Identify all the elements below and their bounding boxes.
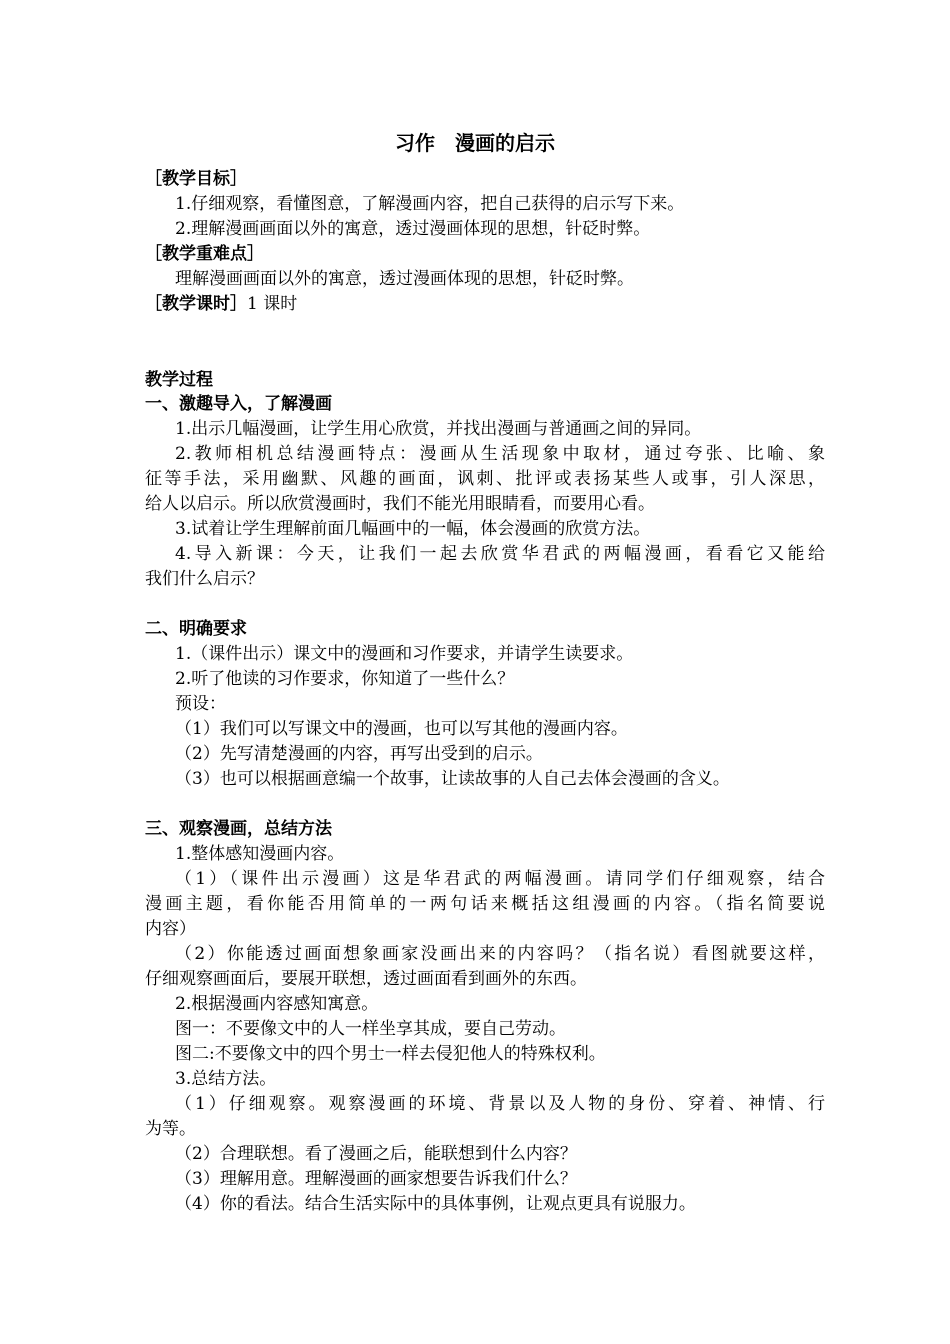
objective-item: 1.仔细观察，看懂图意，了解漫画内容，把自己获得的启示写下来。: [175, 194, 685, 214]
paragraph: （1）我们可以写课文中的漫画，也可以写其他的漫画内容。: [175, 719, 628, 739]
paragraph: 3.总结方法。: [175, 1069, 277, 1089]
paragraph: 预设：: [175, 694, 226, 714]
paragraph: 为等。: [145, 1119, 196, 1139]
paragraph: （3）理解用意。理解漫画的画家想要告诉我们什么？: [175, 1169, 577, 1189]
section-3-heading: 三、观察漫画，总结方法: [145, 819, 332, 839]
section-1-heading: 一、激趣导入，了解漫画: [145, 394, 332, 414]
hours-value: 1 课时: [247, 294, 298, 314]
paragraph: 1.整体感知漫画内容。: [175, 844, 345, 864]
objective-item: 2.理解漫画画面以外的寓意，透过漫画体现的思想，针砭时弊。: [175, 219, 651, 239]
paragraph: 漫画主题，看你能否用简单的一两句话来概括这组漫画的内容。（指名简要说: [145, 894, 825, 914]
paragraph: 2.教师相机总结漫画特点：漫画从生活现象中取材，通过夸张、比喻、象: [175, 444, 825, 464]
paragraph: 图一：不要像文中的人一样坐享其成，要自己劳动。: [175, 1019, 566, 1039]
paragraph: （1）（课件出示漫画）这是华君武的两幅漫画。请同学们仔细观察，结合: [175, 869, 825, 889]
paragraph: 内容）: [145, 919, 196, 939]
section-2-heading: 二、明确要求: [145, 619, 247, 639]
paragraph: （2）先写清楚漫画的内容，再写出受到的启示。: [175, 744, 543, 764]
paragraph: 2.根据漫画内容感知寓意。: [175, 994, 379, 1014]
objectives-heading: ［教学目标］: [145, 169, 247, 189]
difficulty-heading: ［教学重难点］: [145, 244, 264, 264]
process-heading: 教学过程: [145, 370, 213, 390]
paragraph: 仔细观察画面后，要展开联想，透过画面看到画外的东西。: [145, 969, 587, 989]
paragraph: 给人以启示。所以欣赏漫画时，我们不能光用眼睛看，而要用心看。: [145, 494, 655, 514]
page-title: 习作 漫画的启示: [395, 131, 555, 155]
paragraph: 3.试着让学生理解前面几幅画中的一幅，体会漫画的欣赏方法。: [175, 519, 651, 539]
paragraph: （1）仔细观察。观察漫画的环境、背景以及人物的身份、穿着、神情、行: [175, 1094, 825, 1114]
paragraph: 征等手法，采用幽默、风趣的画面，讽刺、批评或表扬某些人或事，引人深思，: [145, 469, 825, 489]
paragraph: （3）也可以根据画意编一个故事，让读故事的人自己去体会漫画的含义。: [175, 769, 730, 789]
paragraph: （2）合理联想。看了漫画之后，能联想到什么内容？: [175, 1144, 577, 1164]
paragraph: 我们什么启示？: [145, 569, 264, 589]
paragraph: 1.（课件出示）课文中的漫画和习作要求，并请学生读要求。: [175, 644, 634, 664]
hours-line: [145, 292, 825, 316]
paragraph: 2.听了他读的习作要求，你知道了一些什么？: [175, 669, 515, 689]
hours-heading: ［教学课时］: [145, 294, 247, 314]
paragraph: 1.出示几幅漫画，让学生用心欣赏，并找出漫画与普通画之间的异同。: [175, 419, 702, 439]
paragraph: 4.导入新课：今天，让我们一起去欣赏华君武的两幅漫画，看看它又能给: [175, 544, 825, 564]
difficulty-text: 理解漫画画面以外的寓意，透过漫画体现的思想，针砭时弊。: [175, 269, 634, 289]
paragraph: 图二:不要像文中的四个男士一样去侵犯他人的特殊权利。: [175, 1044, 606, 1064]
paragraph: （4）你的看法。结合生活实际中的具体事例，让观点更具有说服力。: [175, 1194, 696, 1214]
paragraph: （2）你能透过画面想象画家没画出来的内容吗？（指名说）看图就要这样，: [175, 944, 825, 964]
